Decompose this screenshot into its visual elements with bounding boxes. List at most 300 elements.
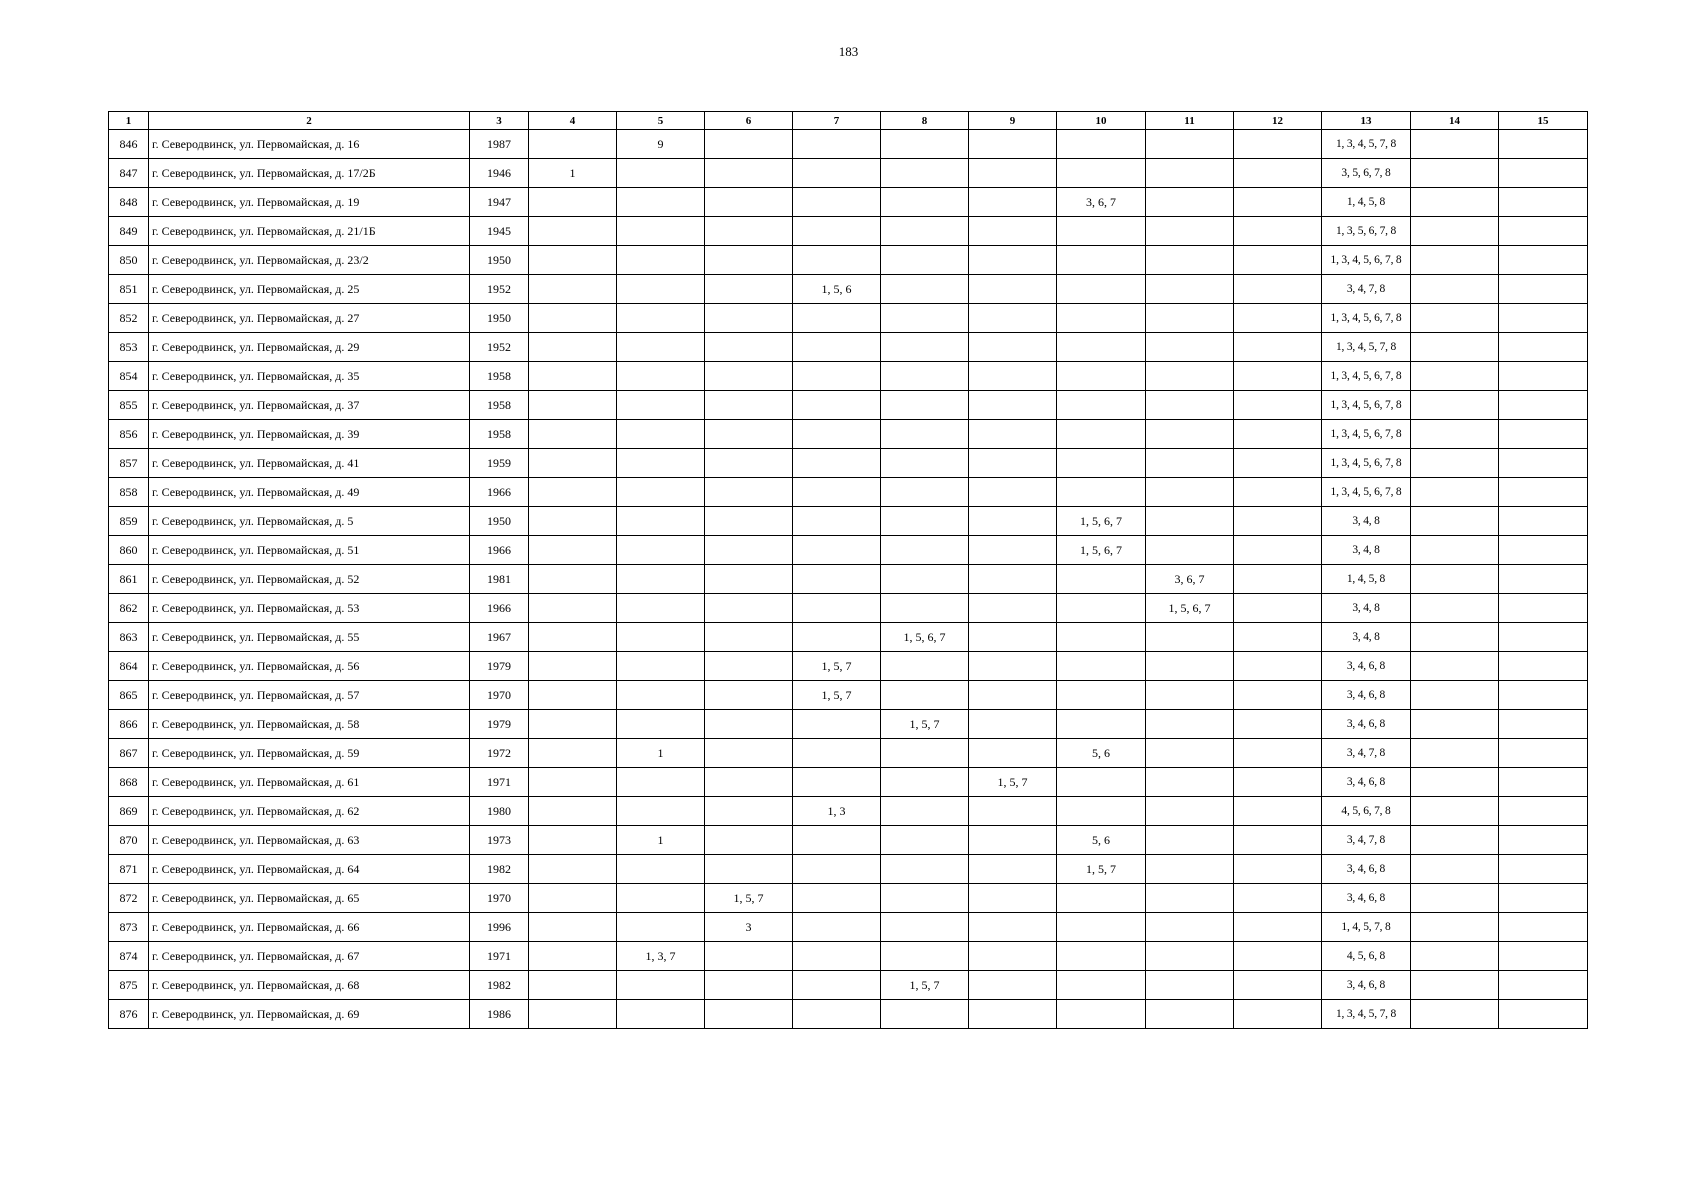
table-cell-col-9 bbox=[969, 971, 1057, 1000]
table-cell-col-1: 859 bbox=[109, 507, 149, 536]
table-cell-col-6 bbox=[705, 304, 793, 333]
table-cell-col-3: 1971 bbox=[470, 942, 529, 971]
table-cell-col-10: 1, 5, 7 bbox=[1057, 855, 1146, 884]
table-cell-col-2: г. Северодвинск, ул. Первомайская, д. 65 bbox=[149, 884, 470, 913]
table-cell-col-8 bbox=[881, 1000, 969, 1029]
table-cell-col-5 bbox=[617, 217, 705, 246]
table-cell-col-11 bbox=[1146, 971, 1234, 1000]
table-cell-col-10: 1, 5, 6, 7 bbox=[1057, 507, 1146, 536]
table-cell-col-3: 1952 bbox=[470, 333, 529, 362]
table-cell-col-1: 846 bbox=[109, 130, 149, 159]
table-cell-col-1: 866 bbox=[109, 710, 149, 739]
table-row bbox=[109, 188, 1588, 217]
table-cell-col-14 bbox=[1411, 797, 1499, 826]
table-cell-col-10 bbox=[1057, 159, 1146, 188]
table-cell-col-12 bbox=[1234, 478, 1322, 507]
table-row bbox=[109, 246, 1588, 275]
table-cell-col-10 bbox=[1057, 130, 1146, 159]
table-cell-col-1: 861 bbox=[109, 565, 149, 594]
table-cell-col-6 bbox=[705, 797, 793, 826]
table-cell-col-7 bbox=[793, 971, 881, 1000]
table-cell-col-10 bbox=[1057, 478, 1146, 507]
table-cell-col-10 bbox=[1057, 652, 1146, 681]
table-cell-col-11 bbox=[1146, 275, 1234, 304]
table-cell-col-12 bbox=[1234, 188, 1322, 217]
table-cell-col-6 bbox=[705, 217, 793, 246]
table-cell-col-12 bbox=[1234, 420, 1322, 449]
table-cell-col-6 bbox=[705, 594, 793, 623]
table-cell-col-5 bbox=[617, 681, 705, 710]
table-cell-col-3: 1972 bbox=[470, 739, 529, 768]
table-cell-col-6 bbox=[705, 130, 793, 159]
table-cell-col-11 bbox=[1146, 623, 1234, 652]
table-cell-col-10 bbox=[1057, 942, 1146, 971]
table-cell-col-1: 851 bbox=[109, 275, 149, 304]
table-cell-col-2: г. Северодвинск, ул. Первомайская, д. 67 bbox=[149, 942, 470, 971]
table-cell-col-1: 871 bbox=[109, 855, 149, 884]
table-cell-col-6 bbox=[705, 391, 793, 420]
table-cell-col-1: 860 bbox=[109, 536, 149, 565]
table-cell-col-13: 1, 3, 4, 5, 6, 7, 8 bbox=[1322, 304, 1411, 333]
table-cell-col-15 bbox=[1499, 333, 1588, 362]
table-cell-col-10 bbox=[1057, 246, 1146, 275]
page-number: 183 bbox=[838, 44, 859, 59]
table-cell-col-9 bbox=[969, 159, 1057, 188]
table-cell-col-4 bbox=[529, 217, 617, 246]
table-cell-col-11 bbox=[1146, 884, 1234, 913]
table-cell-col-11 bbox=[1146, 739, 1234, 768]
table-cell-col-7 bbox=[793, 362, 881, 391]
table-cell-col-4: 1 bbox=[529, 159, 617, 188]
table-cell-col-5: 1 bbox=[617, 739, 705, 768]
table-row bbox=[109, 130, 1588, 159]
table-cell-col-9 bbox=[969, 362, 1057, 391]
column-header-9: 9 bbox=[969, 112, 1057, 130]
table-row bbox=[109, 768, 1588, 797]
table-cell-col-9 bbox=[969, 507, 1057, 536]
table-cell-col-1: 852 bbox=[109, 304, 149, 333]
table-cell-col-7 bbox=[793, 391, 881, 420]
table-cell-col-14 bbox=[1411, 594, 1499, 623]
table-cell-col-14 bbox=[1411, 1000, 1499, 1029]
table-cell-col-2: г. Северодвинск, ул. Первомайская, д. 16 bbox=[149, 130, 470, 159]
table-cell-col-1: 862 bbox=[109, 594, 149, 623]
table-cell-col-6 bbox=[705, 478, 793, 507]
table-cell-col-3: 1952 bbox=[470, 275, 529, 304]
table-cell-col-13: 1, 3, 4, 5, 6, 7, 8 bbox=[1322, 391, 1411, 420]
table-cell-col-2: г. Северодвинск, ул. Первомайская, д. 69 bbox=[149, 1000, 470, 1029]
table-cell-col-7 bbox=[793, 507, 881, 536]
table-cell-col-14 bbox=[1411, 652, 1499, 681]
table-cell-col-6 bbox=[705, 855, 793, 884]
table-row bbox=[109, 275, 1588, 304]
table-cell-col-13: 3, 4, 7, 8 bbox=[1322, 275, 1411, 304]
table-cell-col-6 bbox=[705, 275, 793, 304]
table-cell-col-1: 857 bbox=[109, 449, 149, 478]
table-cell-col-6 bbox=[705, 942, 793, 971]
table-cell-col-9 bbox=[969, 246, 1057, 275]
table-cell-col-6 bbox=[705, 1000, 793, 1029]
table-cell-col-14 bbox=[1411, 391, 1499, 420]
table-cell-col-6: 1, 5, 7 bbox=[705, 884, 793, 913]
table-cell-col-7 bbox=[793, 826, 881, 855]
table-cell-col-4 bbox=[529, 246, 617, 275]
table-cell-col-7 bbox=[793, 304, 881, 333]
table-cell-col-4 bbox=[529, 826, 617, 855]
table-cell-col-1: 876 bbox=[109, 1000, 149, 1029]
table-cell-col-7 bbox=[793, 913, 881, 942]
table-cell-col-13: 1, 3, 4, 5, 7, 8 bbox=[1322, 130, 1411, 159]
table-cell-col-9 bbox=[969, 1000, 1057, 1029]
table-cell-col-12 bbox=[1234, 710, 1322, 739]
table-cell-col-7: 1, 5, 6 bbox=[793, 275, 881, 304]
table-row bbox=[109, 797, 1588, 826]
table-cell-col-6 bbox=[705, 507, 793, 536]
table-cell-col-14 bbox=[1411, 420, 1499, 449]
table-cell-col-2: г. Северодвинск, ул. Первомайская, д. 62 bbox=[149, 797, 470, 826]
table-cell-col-1: 870 bbox=[109, 826, 149, 855]
table-cell-col-10 bbox=[1057, 797, 1146, 826]
table-row bbox=[109, 217, 1588, 246]
table-cell-col-12 bbox=[1234, 449, 1322, 478]
table-cell-col-13: 1, 3, 4, 5, 6, 7, 8 bbox=[1322, 362, 1411, 391]
table-cell-col-7 bbox=[793, 565, 881, 594]
table-cell-col-10 bbox=[1057, 565, 1146, 594]
table-cell-col-1: 864 bbox=[109, 652, 149, 681]
table-cell-col-3: 1970 bbox=[470, 681, 529, 710]
table-cell-col-1: 855 bbox=[109, 391, 149, 420]
table-cell-col-14 bbox=[1411, 768, 1499, 797]
table-cell-col-2: г. Северодвинск, ул. Первомайская, д. 17/2Б bbox=[149, 159, 470, 188]
table-cell-col-5 bbox=[617, 304, 705, 333]
table-cell-col-2: г. Северодвинск, ул. Первомайская, д. 19 bbox=[149, 188, 470, 217]
table-cell-col-13: 3, 4, 7, 8 bbox=[1322, 826, 1411, 855]
table-cell-col-5 bbox=[617, 565, 705, 594]
table-cell-col-4 bbox=[529, 130, 617, 159]
table-cell-col-3: 1967 bbox=[470, 623, 529, 652]
table-cell-col-9 bbox=[969, 884, 1057, 913]
table-cell-col-5 bbox=[617, 478, 705, 507]
table-cell-col-4 bbox=[529, 913, 617, 942]
table-cell-col-3: 1966 bbox=[470, 594, 529, 623]
table-cell-col-4 bbox=[529, 884, 617, 913]
table-cell-col-13: 3, 4, 7, 8 bbox=[1322, 739, 1411, 768]
table-cell-col-12 bbox=[1234, 304, 1322, 333]
table-cell-col-13: 1, 3, 5, 6, 7, 8 bbox=[1322, 217, 1411, 246]
table-cell-col-2: г. Северодвинск, ул. Первомайская, д. 41 bbox=[149, 449, 470, 478]
table-cell-col-14 bbox=[1411, 826, 1499, 855]
table-cell-col-7 bbox=[793, 333, 881, 362]
table-row bbox=[109, 913, 1588, 942]
table-cell-col-6 bbox=[705, 826, 793, 855]
table-cell-col-8 bbox=[881, 217, 969, 246]
table-cell-col-12 bbox=[1234, 942, 1322, 971]
table-cell-col-4 bbox=[529, 275, 617, 304]
table-cell-col-14 bbox=[1411, 478, 1499, 507]
table-cell-col-10 bbox=[1057, 304, 1146, 333]
table-cell-col-15 bbox=[1499, 565, 1588, 594]
table-cell-col-9 bbox=[969, 449, 1057, 478]
table-cell-col-11 bbox=[1146, 246, 1234, 275]
table-cell-col-14 bbox=[1411, 304, 1499, 333]
table-cell-col-9 bbox=[969, 188, 1057, 217]
table-cell-col-8: 1, 5, 6, 7 bbox=[881, 623, 969, 652]
table-cell-col-13: 3, 4, 6, 8 bbox=[1322, 971, 1411, 1000]
column-header-6: 6 bbox=[705, 112, 793, 130]
table-cell-col-14 bbox=[1411, 536, 1499, 565]
table-cell-col-3: 1979 bbox=[470, 652, 529, 681]
table-body bbox=[109, 130, 1588, 1029]
table-cell-col-5: 9 bbox=[617, 130, 705, 159]
table-cell-col-2: г. Северодвинск, ул. Первомайская, д. 39 bbox=[149, 420, 470, 449]
table-cell-col-15 bbox=[1499, 971, 1588, 1000]
table-cell-col-14 bbox=[1411, 710, 1499, 739]
table-cell-col-7 bbox=[793, 478, 881, 507]
table-cell-col-13: 1, 4, 5, 7, 8 bbox=[1322, 913, 1411, 942]
table-cell-col-6 bbox=[705, 652, 793, 681]
table-cell-col-14 bbox=[1411, 507, 1499, 536]
table-cell-col-4 bbox=[529, 652, 617, 681]
table-cell-col-9 bbox=[969, 623, 1057, 652]
table-cell-col-12 bbox=[1234, 884, 1322, 913]
table-cell-col-5 bbox=[617, 884, 705, 913]
table-cell-col-15 bbox=[1499, 362, 1588, 391]
column-header-3: 3 bbox=[470, 112, 529, 130]
table-row bbox=[109, 826, 1588, 855]
table-cell-col-2: г. Северодвинск, ул. Первомайская, д. 56 bbox=[149, 652, 470, 681]
table-cell-col-1: 867 bbox=[109, 739, 149, 768]
table-cell-col-4 bbox=[529, 565, 617, 594]
table-cell-col-12 bbox=[1234, 623, 1322, 652]
table-cell-col-11 bbox=[1146, 333, 1234, 362]
table-cell-col-13: 3, 5, 6, 7, 8 bbox=[1322, 159, 1411, 188]
table-cell-col-13: 1, 3, 4, 5, 6, 7, 8 bbox=[1322, 246, 1411, 275]
table-cell-col-7 bbox=[793, 623, 881, 652]
table-cell-col-14 bbox=[1411, 884, 1499, 913]
table-cell-col-7 bbox=[793, 1000, 881, 1029]
table-cell-col-1: 873 bbox=[109, 913, 149, 942]
table-cell-col-6 bbox=[705, 623, 793, 652]
table-cell-col-5 bbox=[617, 246, 705, 275]
table-cell-col-8 bbox=[881, 855, 969, 884]
column-header-2: 2 bbox=[149, 112, 470, 130]
table-cell-col-4 bbox=[529, 797, 617, 826]
table-cell-col-7: 1, 3 bbox=[793, 797, 881, 826]
table-cell-col-6 bbox=[705, 246, 793, 275]
table-cell-col-15 bbox=[1499, 797, 1588, 826]
table-cell-col-3: 1981 bbox=[470, 565, 529, 594]
table-row bbox=[109, 623, 1588, 652]
table-cell-col-2: г. Северодвинск, ул. Первомайская, д. 63 bbox=[149, 826, 470, 855]
table-cell-col-8 bbox=[881, 478, 969, 507]
table-cell-col-8 bbox=[881, 391, 969, 420]
table-cell-col-15 bbox=[1499, 130, 1588, 159]
table-cell-col-4 bbox=[529, 768, 617, 797]
table-cell-col-4 bbox=[529, 333, 617, 362]
table-cell-col-10 bbox=[1057, 884, 1146, 913]
table-cell-col-14 bbox=[1411, 855, 1499, 884]
column-header-4: 4 bbox=[529, 112, 617, 130]
table-cell-col-12 bbox=[1234, 159, 1322, 188]
table-cell-col-8 bbox=[881, 362, 969, 391]
table-cell-col-3: 1996 bbox=[470, 913, 529, 942]
table-cell-col-5 bbox=[617, 971, 705, 1000]
table-cell-col-11 bbox=[1146, 1000, 1234, 1029]
table-cell-col-2: г. Северодвинск, ул. Первомайская, д. 59 bbox=[149, 739, 470, 768]
table-cell-col-3: 1958 bbox=[470, 362, 529, 391]
table-cell-col-9 bbox=[969, 217, 1057, 246]
table-cell-col-11 bbox=[1146, 130, 1234, 159]
table-cell-col-4 bbox=[529, 478, 617, 507]
table-row bbox=[109, 681, 1588, 710]
table-cell-col-5 bbox=[617, 768, 705, 797]
table-cell-col-8 bbox=[881, 420, 969, 449]
table-cell-col-15 bbox=[1499, 768, 1588, 797]
table-cell-col-11 bbox=[1146, 159, 1234, 188]
table-cell-col-14 bbox=[1411, 971, 1499, 1000]
table-cell-col-8 bbox=[881, 681, 969, 710]
table-cell-col-1: 875 bbox=[109, 971, 149, 1000]
table-cell-col-1: 868 bbox=[109, 768, 149, 797]
table-cell-col-9 bbox=[969, 652, 1057, 681]
table-cell-col-15 bbox=[1499, 623, 1588, 652]
table-cell-col-12 bbox=[1234, 275, 1322, 304]
table-cell-col-8: 1, 5, 7 bbox=[881, 971, 969, 1000]
table-cell-col-5: 1, 3, 7 bbox=[617, 942, 705, 971]
table-cell-col-11 bbox=[1146, 217, 1234, 246]
table-cell-col-2: г. Северодвинск, ул. Первомайская, д. 64 bbox=[149, 855, 470, 884]
table-cell-col-12 bbox=[1234, 507, 1322, 536]
table-cell-col-2: г. Северодвинск, ул. Первомайская, д. 29 bbox=[149, 333, 470, 362]
table-cell-col-11 bbox=[1146, 768, 1234, 797]
table-cell-col-10 bbox=[1057, 391, 1146, 420]
table-cell-col-13: 3, 4, 6, 8 bbox=[1322, 768, 1411, 797]
table-cell-col-7 bbox=[793, 884, 881, 913]
table-cell-col-10: 5, 6 bbox=[1057, 739, 1146, 768]
table-cell-col-5 bbox=[617, 594, 705, 623]
table-cell-col-7 bbox=[793, 594, 881, 623]
table-cell-col-10: 1, 5, 6, 7 bbox=[1057, 536, 1146, 565]
table-cell-col-9 bbox=[969, 391, 1057, 420]
table-row bbox=[109, 942, 1588, 971]
table-cell-col-3: 1982 bbox=[470, 855, 529, 884]
table-cell-col-9 bbox=[969, 333, 1057, 362]
table-cell-col-4 bbox=[529, 855, 617, 884]
table-cell-col-3: 1958 bbox=[470, 391, 529, 420]
table-cell-col-14 bbox=[1411, 188, 1499, 217]
table-row bbox=[109, 652, 1588, 681]
table-cell-col-7 bbox=[793, 536, 881, 565]
table-cell-col-11 bbox=[1146, 942, 1234, 971]
table-cell-col-15 bbox=[1499, 275, 1588, 304]
table-cell-col-13: 3, 4, 8 bbox=[1322, 594, 1411, 623]
table-cell-col-4 bbox=[529, 739, 617, 768]
table-cell-col-8 bbox=[881, 739, 969, 768]
table-cell-col-2: г. Северодвинск, ул. Первомайская, д. 25 bbox=[149, 275, 470, 304]
table-cell-col-15 bbox=[1499, 217, 1588, 246]
building-register-table bbox=[108, 111, 1588, 1029]
table-cell-col-1: 865 bbox=[109, 681, 149, 710]
table-cell-col-15 bbox=[1499, 681, 1588, 710]
table-cell-col-15 bbox=[1499, 942, 1588, 971]
table-cell-col-14 bbox=[1411, 913, 1499, 942]
table-cell-col-10 bbox=[1057, 913, 1146, 942]
table-cell-col-15 bbox=[1499, 478, 1588, 507]
table-cell-col-7: 1, 5, 7 bbox=[793, 652, 881, 681]
table-cell-col-8 bbox=[881, 159, 969, 188]
table-cell-col-12 bbox=[1234, 971, 1322, 1000]
table-cell-col-7 bbox=[793, 217, 881, 246]
table-cell-col-13: 1, 3, 4, 5, 6, 7, 8 bbox=[1322, 449, 1411, 478]
table-cell-col-15 bbox=[1499, 739, 1588, 768]
table-cell-col-11 bbox=[1146, 826, 1234, 855]
table-cell-col-2: г. Северодвинск, ул. Первомайская, д. 51 bbox=[149, 536, 470, 565]
table-cell-col-10 bbox=[1057, 971, 1146, 1000]
table-cell-col-5 bbox=[617, 333, 705, 362]
table-cell-col-3: 1946 bbox=[470, 159, 529, 188]
table-cell-col-8 bbox=[881, 797, 969, 826]
table-cell-col-9 bbox=[969, 304, 1057, 333]
table-cell-col-5 bbox=[617, 913, 705, 942]
table-cell-col-9 bbox=[969, 478, 1057, 507]
table-cell-col-4 bbox=[529, 971, 617, 1000]
table-cell-col-11 bbox=[1146, 652, 1234, 681]
table-cell-col-11 bbox=[1146, 478, 1234, 507]
table-cell-col-9 bbox=[969, 855, 1057, 884]
table-cell-col-4 bbox=[529, 681, 617, 710]
table-cell-col-1: 858 bbox=[109, 478, 149, 507]
table-row bbox=[109, 855, 1588, 884]
table-cell-col-8 bbox=[881, 275, 969, 304]
table-cell-col-5 bbox=[617, 188, 705, 217]
table-cell-col-1: 863 bbox=[109, 623, 149, 652]
table-cell-col-1: 849 bbox=[109, 217, 149, 246]
column-header-8: 8 bbox=[881, 112, 969, 130]
table-header-row bbox=[109, 112, 1588, 130]
table-cell-col-11 bbox=[1146, 710, 1234, 739]
table-cell-col-3: 1971 bbox=[470, 768, 529, 797]
table-cell-col-7 bbox=[793, 159, 881, 188]
table-cell-col-6 bbox=[705, 971, 793, 1000]
table-cell-col-13: 3, 4, 8 bbox=[1322, 536, 1411, 565]
table-cell-col-6 bbox=[705, 333, 793, 362]
table-cell-col-13: 1, 3, 4, 5, 6, 7, 8 bbox=[1322, 478, 1411, 507]
table-cell-col-13: 1, 3, 4, 5, 7, 8 bbox=[1322, 1000, 1411, 1029]
table-cell-col-13: 1, 3, 4, 5, 6, 7, 8 bbox=[1322, 420, 1411, 449]
table-cell-col-11 bbox=[1146, 536, 1234, 565]
table-cell-col-14 bbox=[1411, 565, 1499, 594]
table-cell-col-8 bbox=[881, 188, 969, 217]
table-cell-col-2: г. Северодвинск, ул. Первомайская, д. 52 bbox=[149, 565, 470, 594]
table-cell-col-2: г. Северодвинск, ул. Первомайская, д. 53 bbox=[149, 594, 470, 623]
table-cell-col-8 bbox=[881, 884, 969, 913]
table-cell-col-10 bbox=[1057, 420, 1146, 449]
table-cell-col-6 bbox=[705, 536, 793, 565]
table-cell-col-3: 1966 bbox=[470, 536, 529, 565]
table-cell-col-8 bbox=[881, 652, 969, 681]
table-cell-col-4 bbox=[529, 1000, 617, 1029]
table-cell-col-13: 3, 4, 8 bbox=[1322, 623, 1411, 652]
table-cell-col-2: г. Северодвинск, ул. Первомайская, д. 57 bbox=[149, 681, 470, 710]
table-cell-col-7 bbox=[793, 739, 881, 768]
table-cell-col-1: 847 bbox=[109, 159, 149, 188]
table-cell-col-12 bbox=[1234, 594, 1322, 623]
table-cell-col-13: 1, 4, 5, 8 bbox=[1322, 188, 1411, 217]
table-cell-col-10: 5, 6 bbox=[1057, 826, 1146, 855]
column-header-1: 1 bbox=[109, 112, 149, 130]
table-cell-col-12 bbox=[1234, 826, 1322, 855]
table-cell-col-15 bbox=[1499, 507, 1588, 536]
